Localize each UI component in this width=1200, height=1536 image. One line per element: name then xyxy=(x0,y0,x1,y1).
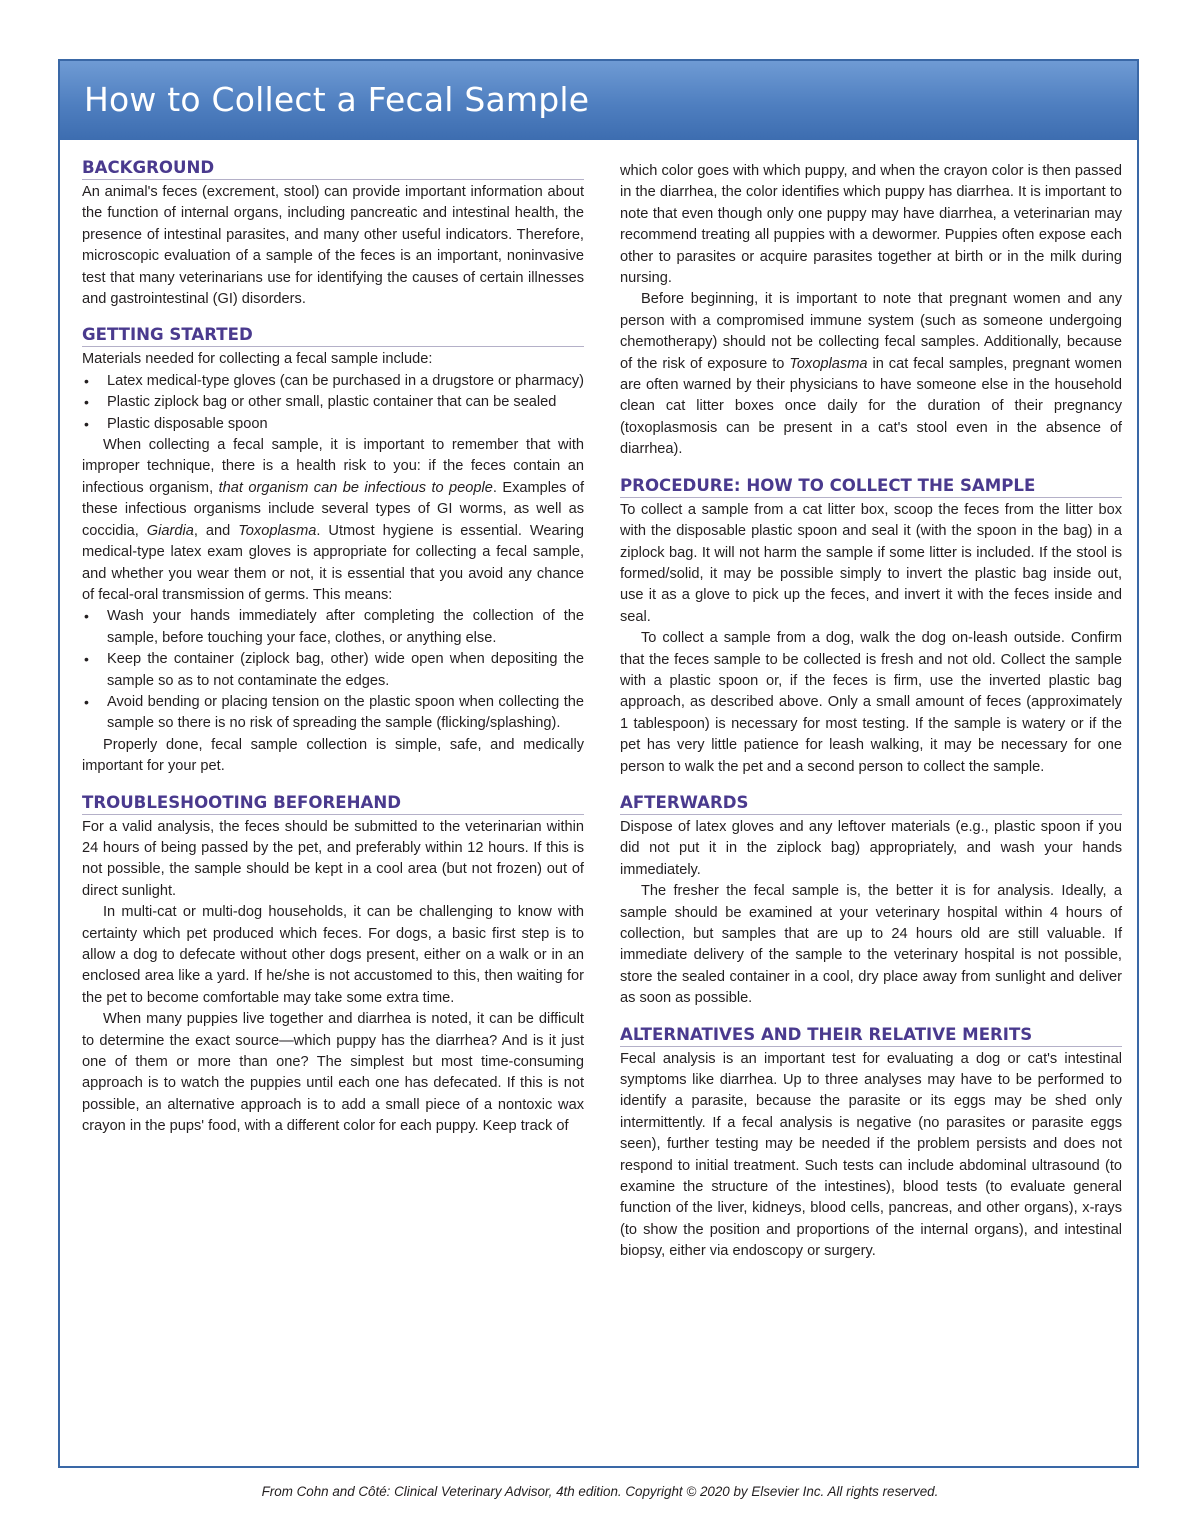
page-frame xyxy=(58,59,1139,1468)
bullet-icon: • xyxy=(84,693,89,710)
background-paragraph: An animal's feces (excrement, stool) can provide important information about the function of internal organs, including pancreatic and intestinal health, the presence of intestinal parasites, and many other useful indicators. Therefore, microscopic evaluation of a sample of the feces is an important, noninvasive test that many veterinarians use for identifying the causes of certain illnesses and gastrointestinal (GI) disorders. xyxy=(82,184,584,308)
section-heading-troubleshooting: TROUBLESHOOTING BEFOREHAND xyxy=(82,792,584,815)
procedure-paragraph-1: To collect a sample from a cat litter box, scoop the feces from the litter box with the disposable plastic spoon and seal it (with the spoon in the bag) in a ziplock bag. It will not harm the sample if some litter is included. If the stool is formed/solid, it may be possible simply to invert the plastic bag inside out, use it as a glove to pick up the feces, and invert it with the feces inside and seal. xyxy=(620,501,1122,625)
copyright-footer: From Cohn and Côté: Clinical Veterinary Advisor, 4th edition. Copyright © 2020 by Elsevier Inc. All rights reserved. xyxy=(261,1484,939,1499)
afterwards-paragraph-1: Dispose of latex gloves and any leftover materials (e.g., plastic spoon if you did not put it in the ziplock bag) appropriately, and wash your hands immediately. xyxy=(620,818,1122,878)
materials-list xyxy=(82,371,584,435)
troubleshooting-paragraph-2: In multi-cat or multi-dog households, it can be challenging to know with certainty which pet produced which feces. For dogs, a basic first step is to allow a dog to defecate without other dogs present, either on a walk or in an enclosed area like a yard. If he/she is not accustomed to this, then waiting for the pet to become comfortable may take some extra time. xyxy=(82,904,584,1006)
pregnancy-paragraph: Before beginning, it is important to note that pregnant women and any person with a compromised immune system (such as someone undergoing chemotherapy) should not be collecting fecal samples. Additionally, because of the risk of exposure to Toxoplasma in cat fecal samples, pregnant women are often warned by their physicians to have someone else in the household clean cat litter boxes once daily for the duration of their pregnancy (toxoplasmosis can be present in a cat's stool even in the absence of diarrhea). xyxy=(620,291,1122,458)
list-item: • Avoid bending or placing tension on the plastic spoon when collecting the sample so there is no risk of spreading the sample (flicking/splashing). xyxy=(84,693,584,732)
section-heading-background: BACKGROUND xyxy=(82,157,584,180)
title-banner xyxy=(60,61,1137,140)
alternatives-paragraph: Fecal analysis is an important test for evaluating a dog or cat's intestinal symptoms like diarrhea. Up to three analyses may have to be performed to identify a parasite, because the parasite or its eggs may be shed only intermittently. If a fecal analysis is negative (no parasites or parasite eggs seen), further testing may be needed if the problem persists and does not respond to initial treatment. Such tests can include abdominal ultrasound (to examine the structure of the intestines), blood tests (to evaluate general function of the liver, kidneys, blood cells, pancreas, and other organs), x-rays (to show the position and proportions of the internal organs), and intestinal biopsy, either via endoscopy or surgery. xyxy=(620,1050,1122,1260)
afterwards-paragraph-2: The fresher the fecal sample is, the better it is for analysis. Ideally, a sample should be examined at your veterinary hospital within 4 hours of collection, but samples that are up to 24 hours old are still valuable. If immediate delivery of the sample to the veterinary hospital is not possible, store the sealed container in a cool, dry place away from sunlight and deliver as soon as possible. xyxy=(620,883,1122,1007)
risk-paragraph: When collecting a fecal sample, it is important to remember that with improper technique, there is a health risk to you: if the feces contain an infectious organism, that organism can be infectious to people. Examples of these infectious organisms include several types of GI worms, as well as coccidia, Giardia, and Toxoplasma. Utmost hygiene is essential. Wearing medical-type latex exam gloves is appropriate for collecting a fecal sample, and whether you wear them or not, it is essential that you avoid any chance of fecal-oral transmission of germs. This means: xyxy=(82,437,584,603)
section-heading-procedure: PROCEDURE: HOW TO COLLECT THE SAMPLE xyxy=(620,475,1122,498)
list-item: • Keep the container (ziplock bag, other) wide open when depositing the sample so as to not contaminate the edges. xyxy=(84,651,584,689)
list-item: • Latex medical-type gloves (can be purchased in a drugstore or pharmacy) xyxy=(82,371,584,392)
bullet-icon: • xyxy=(84,608,89,625)
section-troubleshooting xyxy=(82,792,584,1138)
section-alternatives xyxy=(620,1024,1122,1263)
hygiene-list xyxy=(82,606,584,734)
left-column xyxy=(82,157,584,1138)
right-column xyxy=(620,161,1122,1263)
list-item: • Plastic ziplock bag or other small, plastic container that can be sealed xyxy=(82,392,584,413)
bullet-icon: • xyxy=(84,651,89,668)
section-getting-started xyxy=(82,324,584,777)
troubleshooting-paragraph-1: For a valid analysis, the feces should be submitted to the veterinarian within 24 hours of being passed by the pet, and preferably within 12 hours. If this is not possible, the sample should be kept in a cool area (but not frozen) out of direct sunlight. xyxy=(82,818,584,899)
closing-paragraph: Properly done, fecal sample collection is simple, safe, and medically important for your pet. xyxy=(82,736,584,775)
bullet-icon: • xyxy=(84,415,89,432)
list-item: • Plastic disposable spoon xyxy=(82,414,584,435)
troubleshooting-paragraph-3: When many puppies live together and diarrhea is noted, it can be difficult to determine the exact source—which puppy has the diarrhea? And is it just one of them or more than one? The simplest but most time-consuming approach is to watch the puppies until each one has defecated. If this is not possible, an alternative approach is to add a small piece of a nontoxic wax crayon in the pups' food, with a different color for each puppy. Keep track of xyxy=(82,1011,584,1135)
section-heading-afterwards: AFTERWARDS xyxy=(620,792,1122,815)
materials-intro: Materials needed for collecting a fecal sample include: xyxy=(82,351,433,368)
section-background xyxy=(82,157,584,310)
section-procedure xyxy=(620,475,1122,778)
section-heading-getting-started: GETTING STARTED xyxy=(82,324,584,347)
section-afterwards xyxy=(620,792,1122,1010)
bullet-icon: • xyxy=(84,372,89,389)
procedure-paragraph-2: To collect a sample from a dog, walk the dog on-leash outside. Confirm that the feces sample to be collected is fresh and not old. Collect the sample with a plastic spoon or, if the feces is firm, use the inverted plastic bag approach, as described above. Only a small amount of feces (approximately 1 tablespoon) is necessary for most testing. If the sample is watery or if the pet has very little patience for leash walking, it may be necessary for one person to walk the pet and a second person to collect the sample. xyxy=(620,630,1122,775)
continued-paragraph: which color goes with which puppy, and when the crayon color is then passed in the diarrhea, the color identifies which puppy has diarrhea. It is important to note that even though only one puppy may have diarrhea, a veterinarian may recommend treating all puppies with a dewormer. Puppies often expose each other to parasites or acquire parasites together at birth or in the milk during nursing. xyxy=(620,163,1122,287)
bullet-icon: • xyxy=(84,394,89,411)
section-heading-alternatives: ALTERNATIVES AND THEIR RELATIVE MERITS xyxy=(620,1024,1122,1047)
list-item: • Wash your hands immediately after completing the collection of the sample, before touching your face, clothes, or anything else. xyxy=(84,608,584,646)
page-title: How to Collect a Fecal Sample xyxy=(84,80,590,119)
